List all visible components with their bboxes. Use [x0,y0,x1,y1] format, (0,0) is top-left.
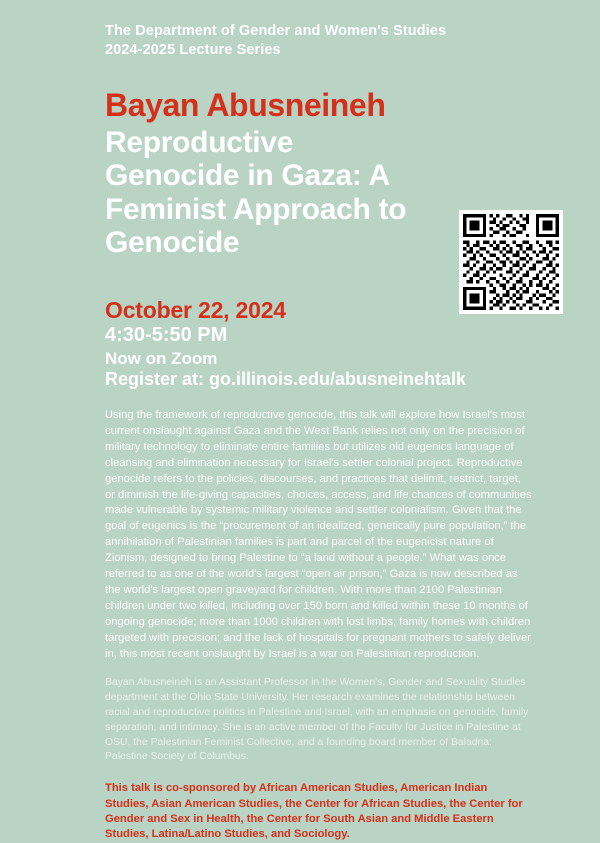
department-line-2: 2024-2025 Lecture Series [105,41,281,58]
poster-body [105,408,562,843]
speaker-name: Bayan Abusneineh [105,87,386,124]
talk-title: Reproductive Genocide in Gaza: A Feminist Approach to Genocide [105,125,407,260]
event-time: 4:30-5:50 PM [105,324,228,347]
qr-code-icon[interactable] [459,210,563,314]
talk-abstract: Using the framework of reproductive genocide, this talk will explore how Israel's most current onslaught against Gaza and the West Bank relies not only on the precision of military technology to eliminate entire families but utilizes old eugenics language of cleansing and elimination necessary for Israel's settler colonial project. Reproductive genocide refers to the policies, discourses, and practices that delimit, restrict, target, or diminish the life-giving capacities, choices, access, and life chances of communities made vulnerable by systemic military violence and settler colonialism. Given that the goal of eugenics is the “procurement of an idealized, genetically pure population,” the annihilation of Palestinian families is part and parcel of the eugenicist nature of Zionism, designed to bring Palestine to “a land without a people.” What was once referred to as one of the world's largest “open air prison,” Gaza is now described as the world's largest open graveyard for children. With more than 2100 Palestinian children under two killed, including over 150 born and killed within these 10 months of ongoing genocide; more than 1000 children with lost limbs; family homes with children targeted with precision; and the lack of hospitals for pregnant mothers to safely deliver in, this most recent onslaught by Israel is a war on Palestinian reproduction. [105,408,532,660]
department-line-1: The Department of Gender and Women's Studies [105,23,447,39]
sponsors-text: This talk is co-sponsored by African American Studies, American Indian Studies, Asian American Studies, the Center for African Studies, the Center for Gender and Sex in Health, the Center for South Asian and Middle Eastern Studies, Latina/Latino Studies, and Sociology. [105,782,523,841]
lecture-series-heading [105,22,562,59]
speaker-bio: Bayan Abusneineh is an Assistant Professor in the Women's, Gender and Sexuality Studies department at the Ohio State University. Her research examines the relationship between racial and reproductive politics in Palestine and Israel, with an emphasis on genocide, family separation, and intimacy. She is an active member of the Faculty for Justice in Palestine at OSU, the Palestinian Feminist Collective, and a founding board member of Baladna: Palestine Society of Columbus. [105,677,529,763]
event-mode: Now on Zoom [105,348,218,368]
registration-link[interactable]: Register at: go.illinois.edu/abusneinehtalk [105,369,467,390]
event-date: October 22, 2024 [105,297,286,324]
